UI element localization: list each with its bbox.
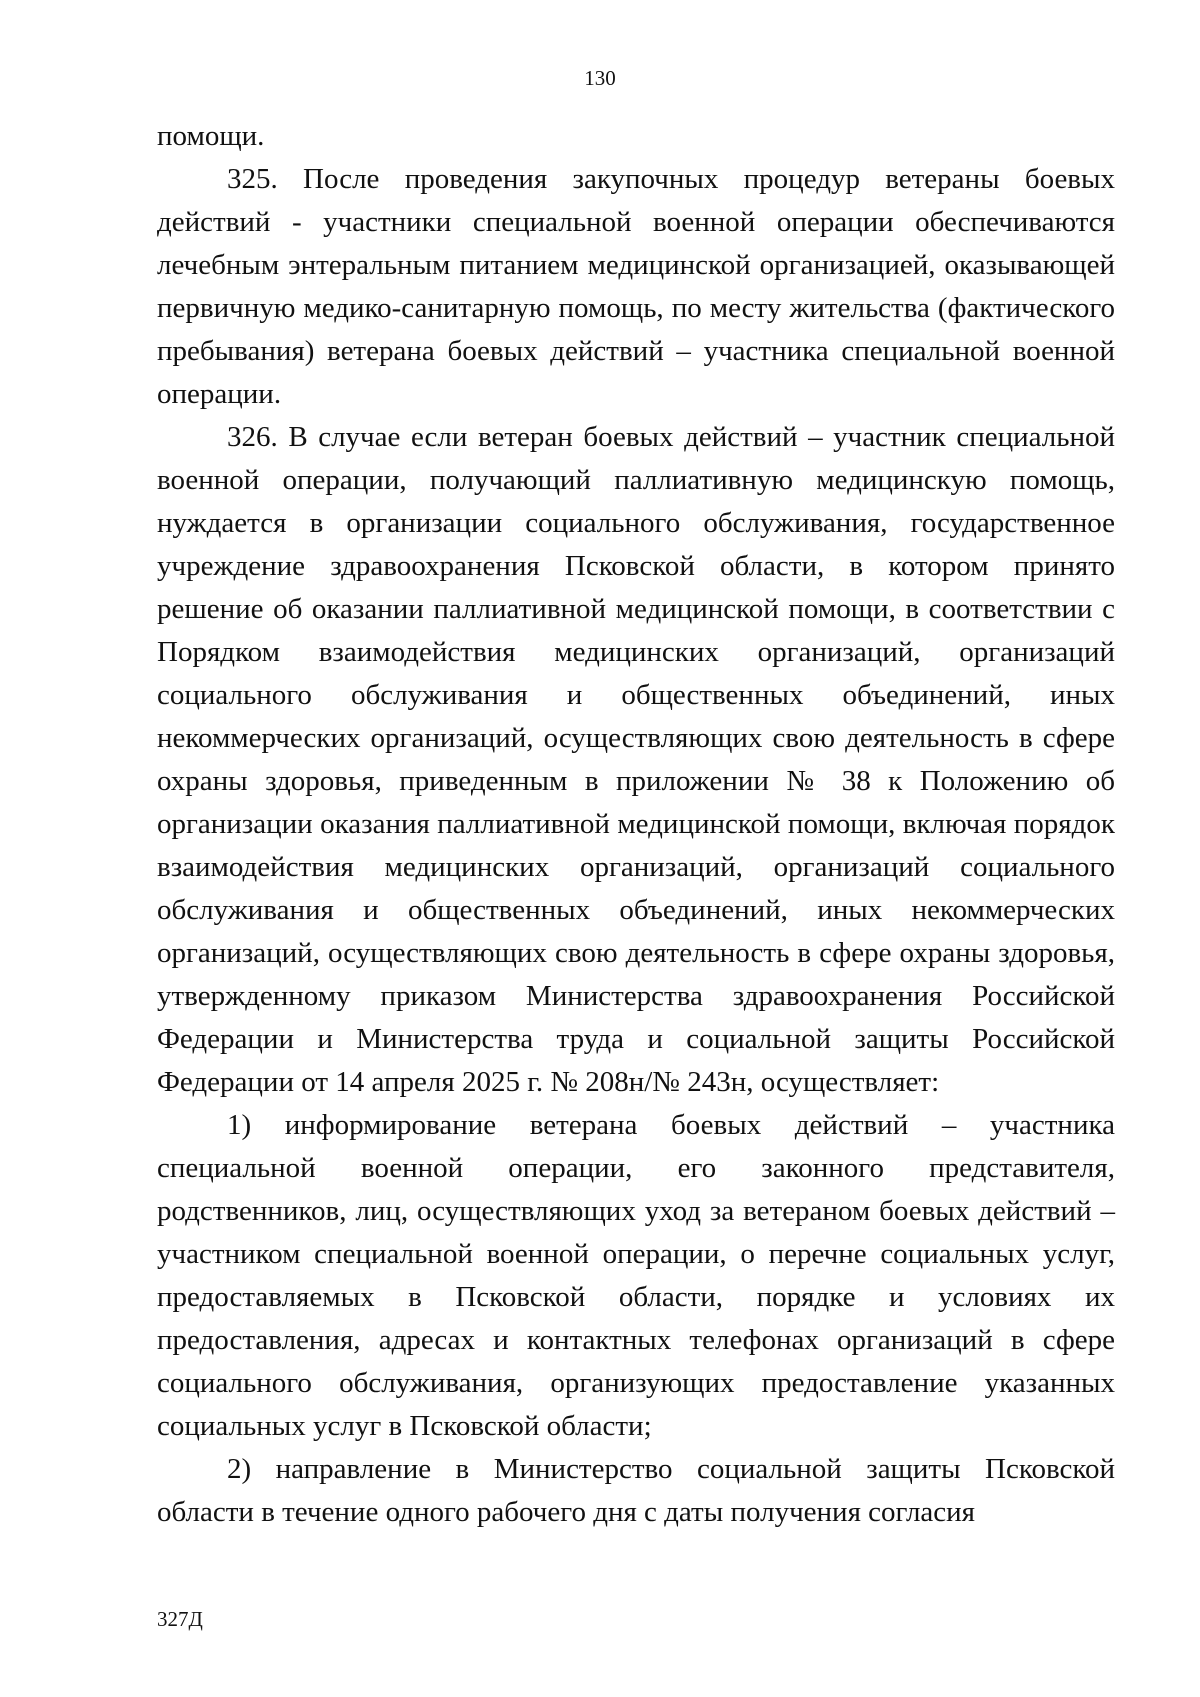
list-item-1: 1) информирование ветерана боевых действий – участника специальной военной операции, его законного представителя, родственников, лиц, осуществляющих уход за ветераном боевых действий – участником специальной военной операции, о перечне социальных услуг, предоставляемых в Псковской области, порядке и условиях их предоставления, адресах и контактных телефонах организаций в сфере социального обслуживания, организующих предоставление указанных социальных услуг в Псковской области; xyxy=(157,1109,1115,1442)
list-item-2: 2) направление в Министерство социальной защиты Псковской области в течение одного рабочего дня с даты получения согласия xyxy=(157,1453,1115,1528)
document-body xyxy=(157,115,1115,1534)
paragraph-326: 326. В случае если ветеран боевых действий – участник специальной военной операции, получающий паллиативную медицинскую помощь, нуждается в организации социального обслуживания, государственное учреждение здравоохранения Псковской области, в котором принято решение об оказании паллиативной медицинской помощи, в соответствии с Порядком взаимодействия медицинских организаций, организаций социального обслуживания и общественных объединений, иных некоммерческих организаций, осуществляющих свою деятельность в сфере охраны здоровья, приведенным в приложении № 38 к Положению об организации оказания паллиативной медицинской помощи, включая порядок взаимодействия медицинских организаций, организаций социального обслуживания и общественных объединений, иных некоммерческих организаций, осуществляющих свою деятельность в сфере охраны здоровья, утвержденному приказом Министерства здравоохранения Российской Федерации и Министерства труда и социальной защиты Российской Федерации от 14 апреля 2025 г. № 208н/№ 243н, осуществляет: xyxy=(157,421,1115,1098)
paragraph-325: 325. После проведения закупочных процедур ветераны боевых действий - участники специальной военной операции обеспечиваются лечебным энтеральным питанием медицинской организацией, оказывающей первичную медико-санитарную помощь, по месту жительства (фактического пребывания) ветерана боевых действий – участника специальной военной операции. xyxy=(157,163,1115,410)
footer-document-code: 327Д xyxy=(157,1607,203,1631)
page-number: 130 xyxy=(584,66,616,90)
paragraph-continuation: помощи. xyxy=(157,120,265,152)
